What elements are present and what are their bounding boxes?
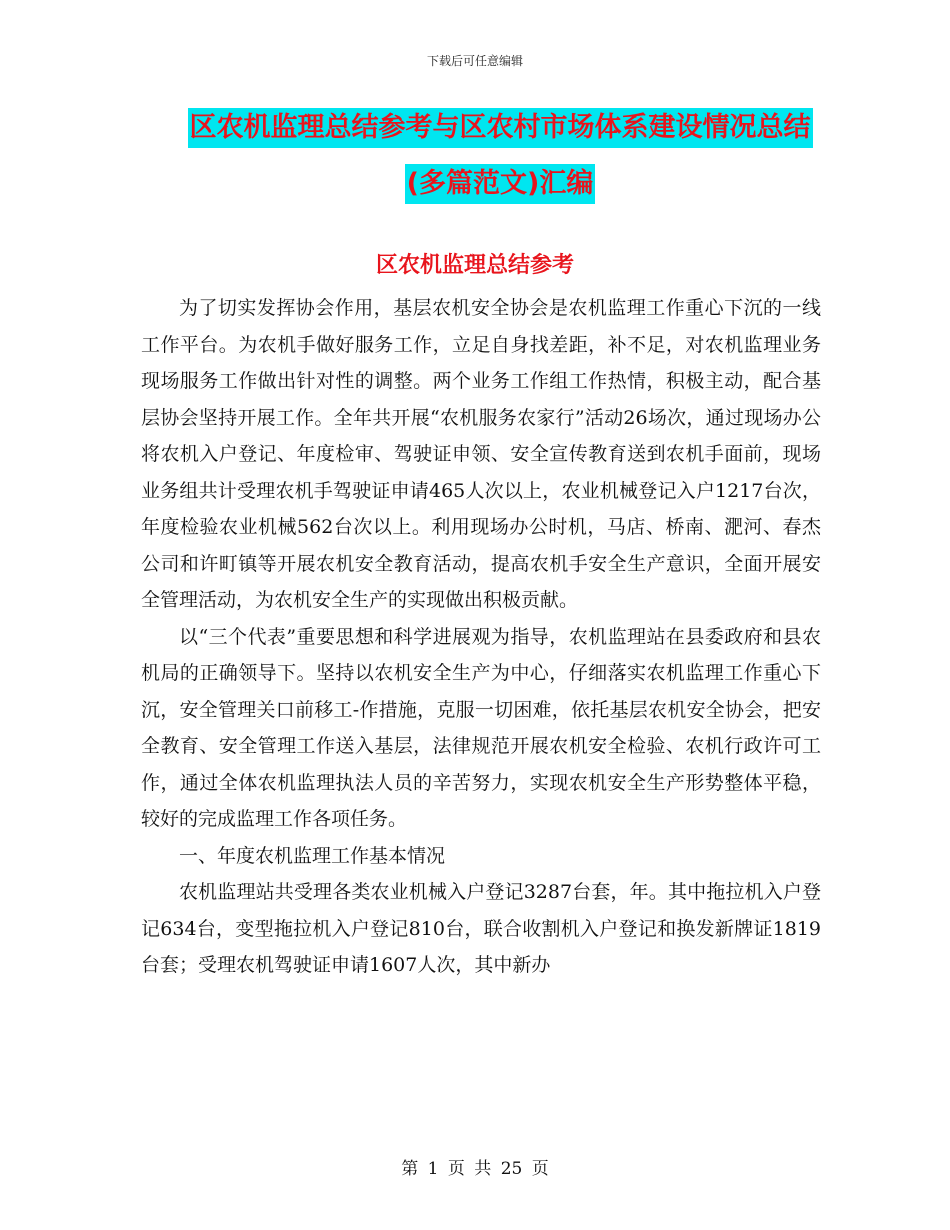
paragraph: 为了切实发挥协会作用，基层农机安全协会是农机监理工作重心下沉的一线工作平台。为农机手做好服务工作，立足自身找差距，补不足，对农机监理业务现场服务工作做出针对性的调整。两个业务工作组工作热情，积极主动，配合基层协会坚持开展工作。全年共开展“农机服务农家行”活动26场次，通过现场办公将农机入户登记、年度检审、驾驶证申领、安全宣传教育送到农机手面前，现场业务组共计受理农机手驾驶证申请465人次以上，农业机械登记入户1217台次，年度检验农业机械562台次以上。利用现场办公时机，马店、桥南、淝河、春杰公司和许町镇等开展农机安全教育活动，提高农机手安全生产意识，全面开展安全管理活动，为农机安全生产的实现做出积极贡献。 [141,297,821,611]
paragraph: 农机监理站共受理各类农业机械入户登记3287台套，年。其中拖拉机入户登记634台，变型拖拉机入户登记810台，联合收割机入户登记和换发新牌证1819台套；受理农机驾驶证申请1607人次，其中新办 [141,881,821,976]
page-header: 下载后可任意编辑 [426,54,523,68]
document-body [141,290,821,984]
document-title [120,108,880,220]
page-footer: 第 1 页 共 25 页 [401,1159,549,1179]
paragraph: 以“三个代表”重要思想和科学进展观为指导，农机监理站在县委政府和县农机局的正确领导下。坚持以农机安全生产为中心，仔细落实农机监理工作重心下沉，安全管理关口前移工-作措施，克服一切困难，依托基层农机安全协会，把安全教育、安全管理工作送入基层，法律规范开展农机安全检验、农机行政许可工作，通过全体农机监理执法人员的辛苦努力，实现农机安全生产形势整体平稳，较好的完成监理工作各项任务。 [141,625,821,830]
section-heading: 一、年度农机监理工作基本情况 [179,844,446,867]
title-line-2: (多篇范文)汇编 [405,164,596,204]
section-title: 区农机监理总结参考 [375,253,574,278]
title-line-1: 区农机监理总结参考与区农村市场体系建设情况总结 [188,108,813,148]
